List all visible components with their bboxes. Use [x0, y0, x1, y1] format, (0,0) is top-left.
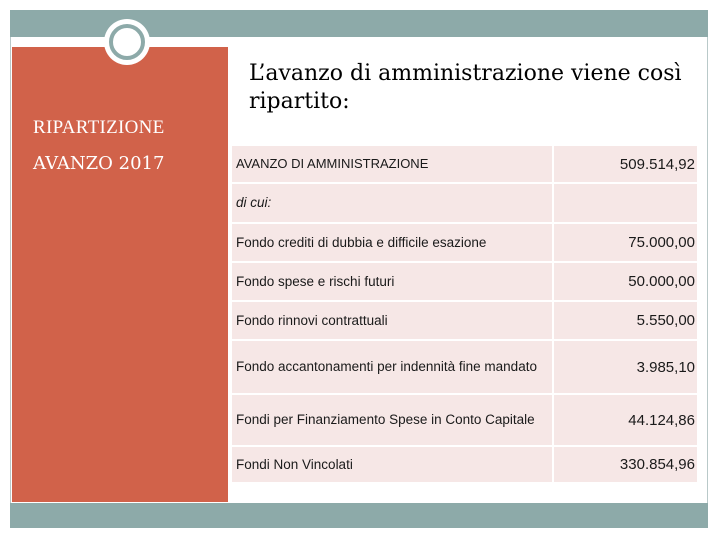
allocation-table: [232, 146, 697, 484]
table-row: [232, 224, 697, 263]
bottom-band: [10, 503, 708, 528]
row-value: 3.985,10: [636, 358, 695, 376]
side-title: RIPARTIZIONE: [33, 117, 165, 138]
table-row: [232, 447, 697, 484]
header-label: AVANZO DI AMMINISTRAZIONE: [232, 146, 554, 182]
side-panel: [12, 47, 228, 502]
row-value: 50.000,00: [628, 273, 695, 290]
table-row: [232, 263, 697, 302]
row-label: Fondo spese e rischi futuri: [232, 263, 554, 300]
table-row: [232, 395, 697, 447]
subheader-value: [554, 184, 697, 222]
subheader-label: di cui:: [232, 184, 554, 222]
circle-ornament-inner: [109, 24, 145, 60]
table-row: [232, 341, 697, 395]
row-label: Fondo crediti di dubbia e difficile esazione: [232, 224, 554, 261]
header-value: 509.514,92: [619, 155, 695, 173]
row-value: 44.124,86: [628, 411, 695, 429]
row-label: Fondi per Finanziamento Spese in Conto Capitale: [232, 395, 554, 445]
row-label: Fondo accantonamenti per indennità fine mandato: [232, 341, 554, 393]
table-row: [232, 302, 697, 341]
table-subheader-row: [232, 184, 697, 224]
circle-ornament-icon: [104, 19, 150, 65]
row-value: 75.000,00: [628, 234, 695, 251]
slide-title: L’avanzo di amministrazione viene così ripartito:: [249, 61, 682, 114]
row-label: Fondi Non Vincolati: [232, 447, 554, 482]
row-value: 5.550,00: [636, 312, 695, 329]
row-value: 330.854,96: [619, 456, 695, 473]
row-label: Fondo rinnovi contrattuali: [232, 302, 554, 339]
table-header-row: [232, 146, 697, 184]
side-subtitle: AVANZO 2017: [33, 153, 165, 174]
